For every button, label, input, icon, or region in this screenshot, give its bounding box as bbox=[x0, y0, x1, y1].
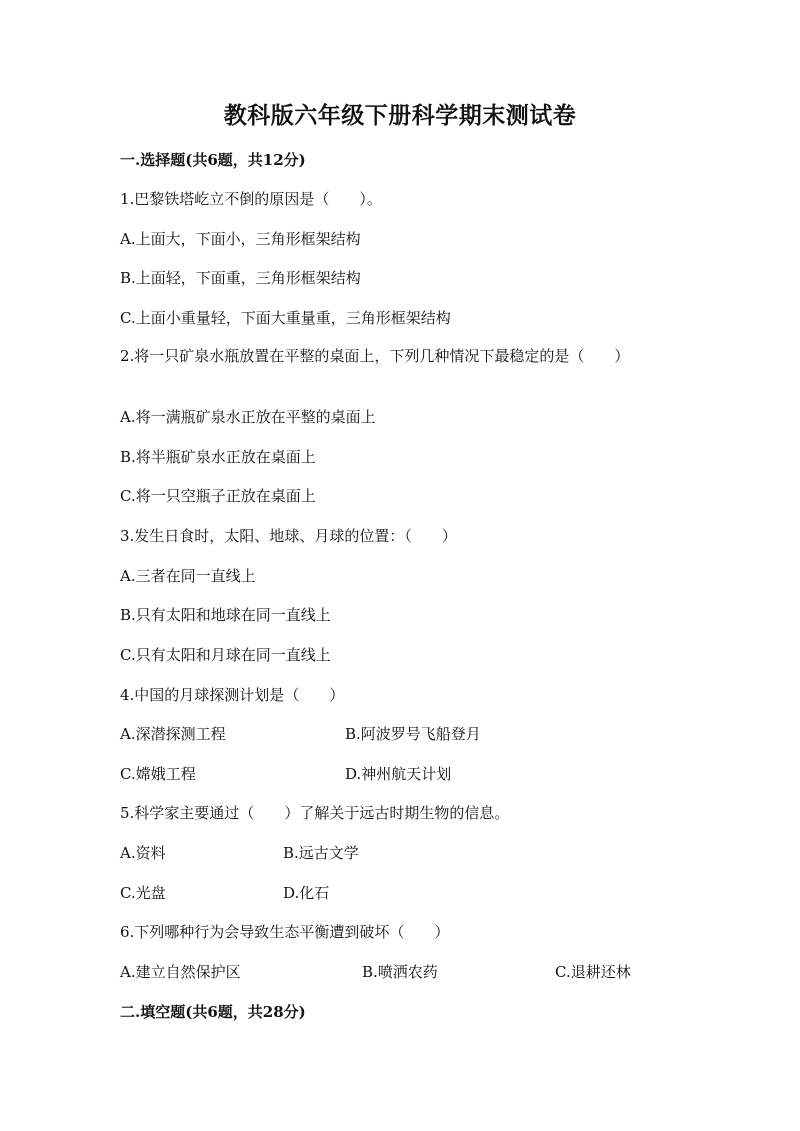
question-1-option-c: C.上面小重量轻，下面大重量重，三角形框架结构 bbox=[120, 309, 451, 327]
question-4-option-d: D.神州航天计划 bbox=[345, 765, 452, 783]
question-3-option-a: A.三者在同一直线上 bbox=[120, 567, 256, 585]
question-4-option-c: C.嫦娥工程 bbox=[120, 765, 196, 783]
question-4-option-a: A.深潜探测工程 bbox=[120, 725, 226, 743]
question-6: 6.下列哪种行为会导致生态平衡遭到破坏（ ） bbox=[120, 923, 450, 941]
question-6-option-b: B.喷洒农药 bbox=[362, 963, 438, 981]
question-3: 3.发生日食时，太阳、地球、月球的位置：（ ） bbox=[120, 527, 457, 545]
question-5-option-c: C.光盘 bbox=[120, 884, 166, 902]
question-2: 2.将一只矿泉水瓶放置在平整的桌面上，下列几种情况下最稳定的是（ ） bbox=[120, 347, 630, 365]
question-5: 5.科学家主要通过（ ）了解关于远古时期生物的信息。 bbox=[120, 804, 510, 822]
question-1-option-a: A.上面大，下面小，三角形框架结构 bbox=[120, 230, 361, 248]
question-5-option-a: A.资料 bbox=[120, 844, 166, 862]
question-1: 1.巴黎铁塔屹立不倒的原因是（ ）。 bbox=[120, 190, 382, 208]
question-3-option-b: B.只有太阳和地球在同一直线上 bbox=[120, 606, 331, 624]
question-4-option-b: B.阿波罗号飞船登月 bbox=[345, 725, 481, 743]
question-3-option-c: C.只有太阳和月球在同一直线上 bbox=[120, 646, 331, 664]
page-title: 教科版六年级下册科学期末测试卷 bbox=[223, 102, 577, 129]
question-5-option-d: D.化石 bbox=[283, 884, 330, 902]
section-heading-choice: 一.选择题(共6题，共12分) bbox=[120, 151, 306, 169]
question-2-option-a: A.将一满瓶矿泉水正放在平整的桌面上 bbox=[120, 408, 376, 426]
question-6-option-c: C.退耕还林 bbox=[555, 963, 631, 981]
question-2-option-b: B.将半瓶矿泉水正放在桌面上 bbox=[120, 448, 316, 466]
question-2-option-c: C.将一只空瓶子正放在桌面上 bbox=[120, 487, 316, 505]
section-heading-fill-in: 二.填空题(共6题，共28分) bbox=[120, 1003, 306, 1021]
question-1-option-b: B.上面轻，下面重，三角形框架结构 bbox=[120, 269, 361, 287]
question-6-option-a: A.建立自然保护区 bbox=[120, 963, 241, 981]
question-4: 4.中国的月球探测计划是（ ） bbox=[120, 686, 345, 704]
question-5-option-b: B.远古文学 bbox=[283, 844, 359, 862]
